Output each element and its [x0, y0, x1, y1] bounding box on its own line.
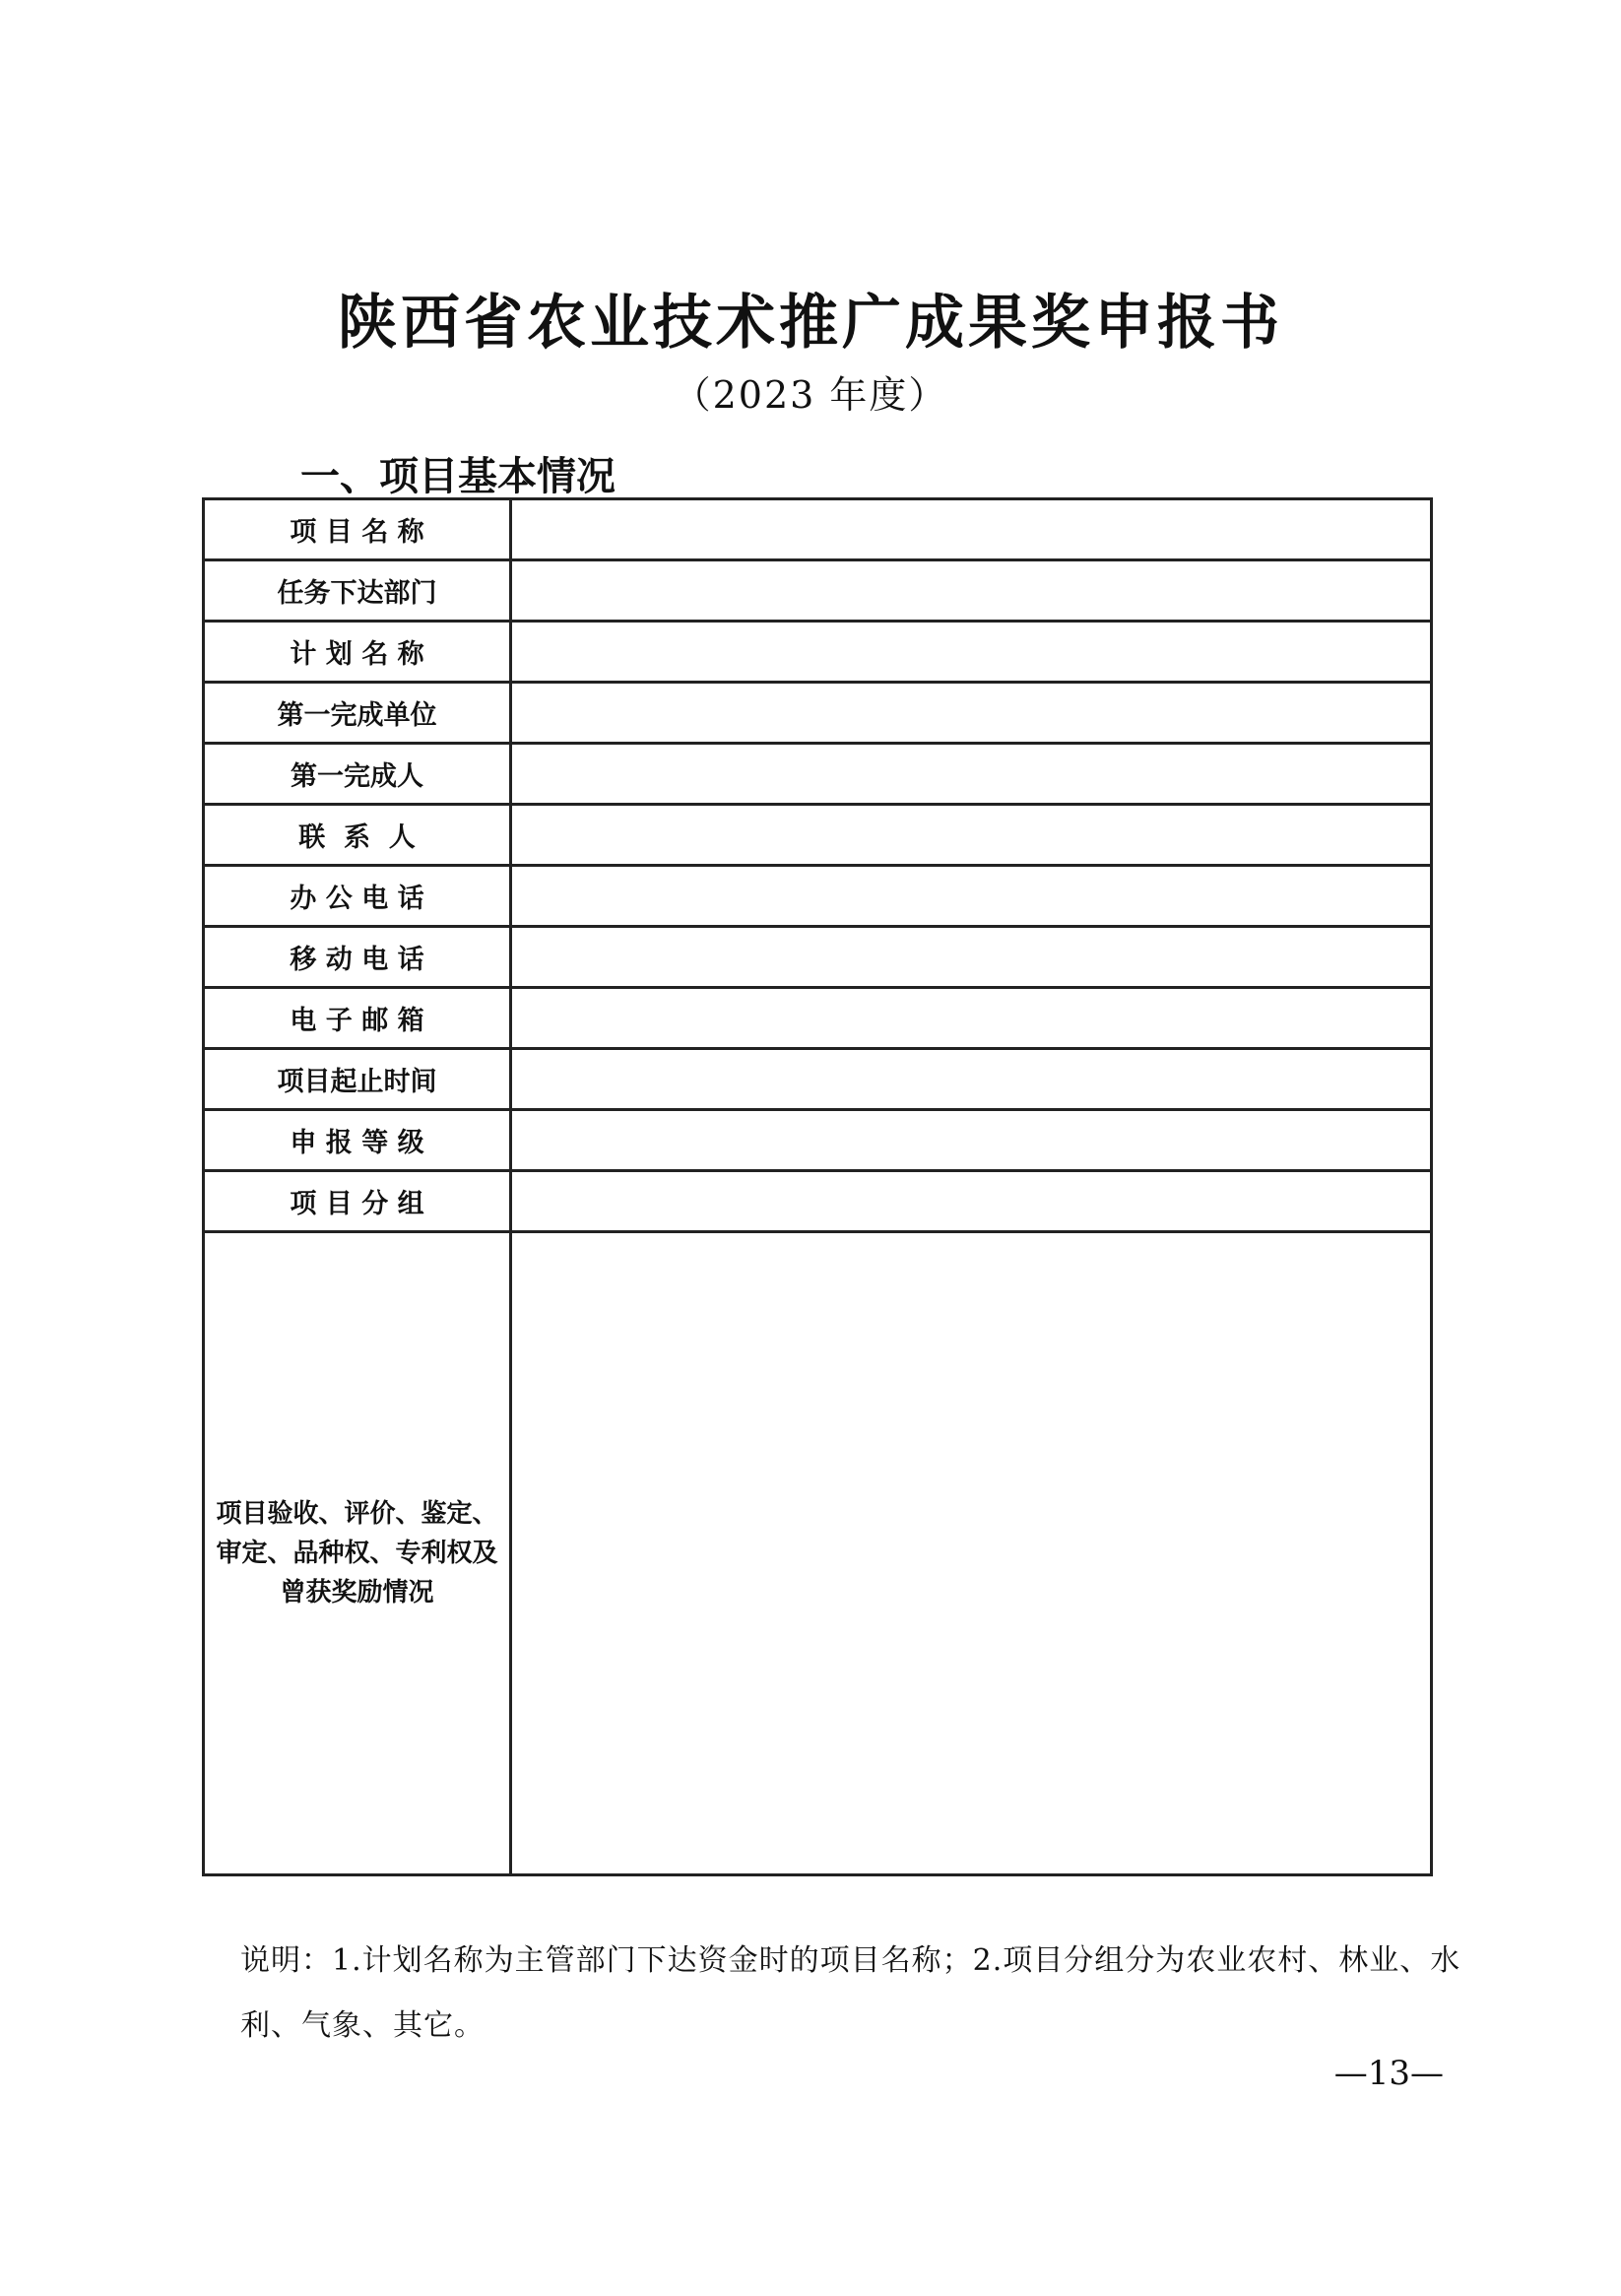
- form-row-plan-name: [204, 622, 1432, 683]
- application-level-field[interactable]: [511, 1110, 1432, 1171]
- plan-name-field[interactable]: [511, 622, 1432, 683]
- basic-info-form: [202, 497, 1433, 1876]
- form-row-email: [204, 988, 1432, 1049]
- form-row-project-name: [204, 499, 1432, 560]
- field-label: 移 动 电 话: [204, 927, 511, 988]
- field-label: 第一完成单位: [204, 683, 511, 744]
- field-label: 任务下达部门: [204, 560, 511, 622]
- field-label: 计 划 名 称: [204, 622, 511, 683]
- field-label: 项 目 名 称: [204, 499, 511, 560]
- contact-person-field[interactable]: [511, 805, 1432, 866]
- first-unit-field[interactable]: [511, 683, 1432, 744]
- document-title: 陕西省农业技术推广成果奖申报书: [338, 289, 1283, 358]
- field-label: 联 系 人: [204, 805, 511, 866]
- mobile-phone-field[interactable]: [511, 927, 1432, 988]
- email-field[interactable]: [511, 988, 1432, 1049]
- section-heading: 一、项目基本情况: [300, 454, 616, 499]
- field-label: 项目起止时间: [204, 1049, 511, 1110]
- field-label: 项目验收、评价、鉴定、审定、品种权、专利权及曾获奖励情况: [204, 1232, 511, 1875]
- awards-field[interactable]: [511, 1232, 1432, 1875]
- office-phone-field[interactable]: [511, 866, 1432, 927]
- form-row-first-person: [204, 744, 1432, 805]
- page-number: —13—: [1333, 2054, 1444, 2093]
- field-label: 办 公 电 话: [204, 866, 511, 927]
- form-row-office-phone: [204, 866, 1432, 927]
- form-row-mobile-phone: [204, 927, 1432, 988]
- project-name-field[interactable]: [511, 499, 1432, 560]
- form-row-project-group: [204, 1171, 1432, 1232]
- form-row-issuing-department: [204, 560, 1432, 622]
- field-label: 项 目 分 组: [204, 1171, 511, 1232]
- form-row-awards: [204, 1232, 1432, 1875]
- field-label: 电 子 邮 箱: [204, 988, 511, 1049]
- field-label: 申 报 等 级: [204, 1110, 511, 1171]
- form-note: 说明：1.计划名称为主管部门下达资金时的项目名称；2.项目分组分为农业农村、林业、水利、气象、其它。: [240, 1943, 1461, 2043]
- issuing-department-field[interactable]: [511, 560, 1432, 622]
- field-label: 第一完成人: [204, 744, 511, 805]
- project-period-field[interactable]: [511, 1049, 1432, 1110]
- first-person-field[interactable]: [511, 744, 1432, 805]
- form-row-first-unit: [204, 683, 1432, 744]
- form-row-application-level: [204, 1110, 1432, 1171]
- form-row-project-period: [204, 1049, 1432, 1110]
- document-year: （2023 年度）: [673, 373, 948, 417]
- project-group-field[interactable]: [511, 1171, 1432, 1232]
- form-row-contact-person: [204, 805, 1432, 866]
